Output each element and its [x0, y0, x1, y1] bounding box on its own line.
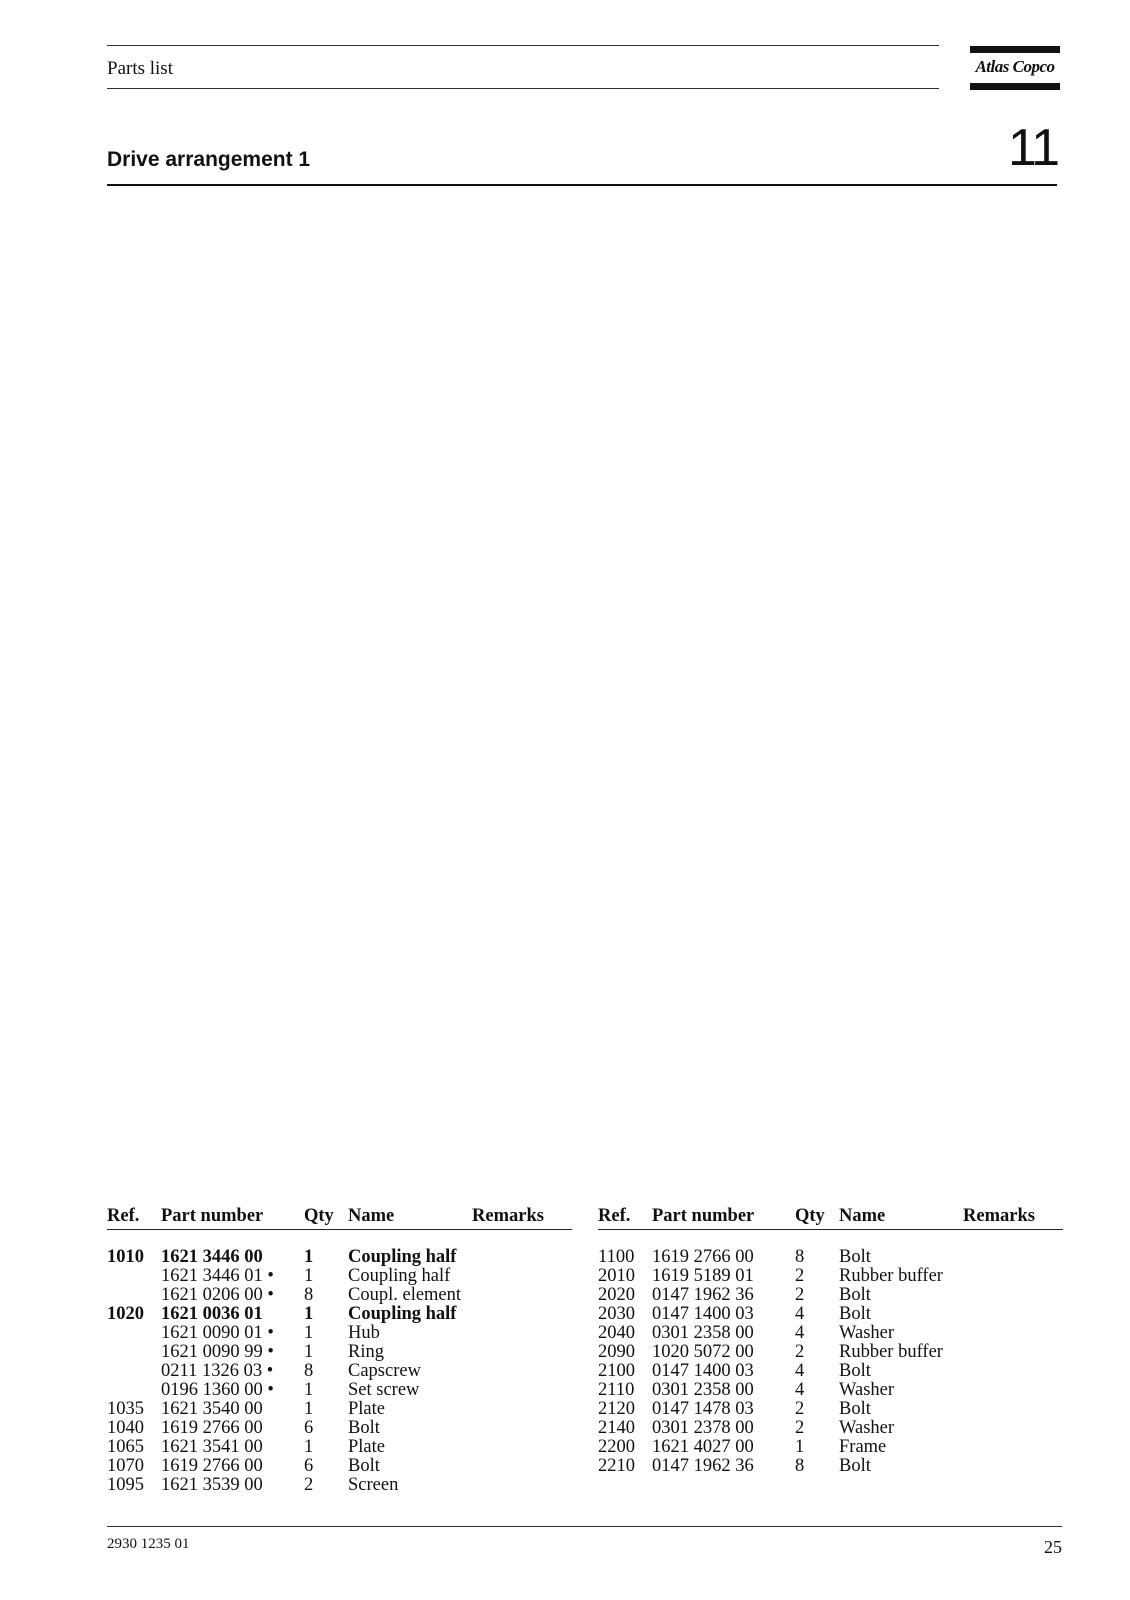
- cell-ref: 2100: [598, 1361, 635, 1381]
- cell-remarks: [963, 1267, 1063, 1286]
- cell-part: 1619 2766 00: [161, 1418, 263, 1438]
- cell-name: Washer: [839, 1380, 895, 1400]
- cell-part: 0147 1400 03: [652, 1361, 754, 1381]
- cell-ref: 2020: [598, 1285, 635, 1305]
- table-row: [107, 1438, 572, 1457]
- cell-ref: 1070: [107, 1456, 144, 1476]
- table-row: [107, 1457, 572, 1476]
- cell-ref: [107, 1267, 161, 1286]
- cell-qty: 6: [304, 1418, 314, 1438]
- table-row: [598, 1343, 1063, 1362]
- table-row: [107, 1305, 572, 1324]
- column-header-remarks: Remarks: [472, 1207, 572, 1230]
- cell-ref: 1035: [107, 1399, 144, 1419]
- chapter-number: 11: [1008, 119, 1058, 177]
- cell-name: Rubber buffer: [839, 1266, 943, 1286]
- cell-name: Plate: [348, 1437, 385, 1457]
- logo-text: Atlas Copco: [975, 57, 1055, 76]
- cell-qty: 1: [304, 1323, 314, 1343]
- cell-remarks: [472, 1343, 572, 1362]
- cell-qty: 2: [304, 1475, 314, 1495]
- cell-name: Bolt: [839, 1456, 871, 1476]
- table-row: [107, 1362, 572, 1381]
- table-row: [598, 1362, 1063, 1381]
- cell-remarks: [472, 1438, 572, 1457]
- table-row: [598, 1381, 1063, 1400]
- cell-part: 1621 0206 00 •: [161, 1285, 274, 1305]
- cell-remarks: [472, 1286, 572, 1305]
- section-label: Parts list: [107, 58, 173, 79]
- header-bottom-rule: [107, 88, 939, 89]
- cell-part: 1621 3446 01 •: [161, 1266, 274, 1286]
- column-header-ref: Ref.: [107, 1207, 161, 1230]
- cell-ref: 1010: [107, 1247, 144, 1267]
- column-header-name: Name: [348, 1207, 472, 1230]
- cell-qty: 8: [304, 1285, 314, 1305]
- cell-ref: 2200: [598, 1437, 635, 1457]
- cell-part: 0301 2378 00: [652, 1418, 754, 1438]
- cell-part: 1621 3446 00: [161, 1247, 263, 1267]
- cell-name: Rubber buffer: [839, 1342, 943, 1362]
- table-header-row: [107, 1207, 572, 1230]
- cell-part: 0211 1326 03 •: [161, 1361, 274, 1381]
- cell-part: 0147 1400 03: [652, 1304, 754, 1324]
- cell-part: 1621 0090 99 •: [161, 1342, 274, 1362]
- cell-remarks: [472, 1419, 572, 1438]
- cell-ref: 2030: [598, 1304, 635, 1324]
- cell-name: Washer: [839, 1418, 895, 1438]
- cell-remarks: [963, 1286, 1063, 1305]
- cell-part: 1621 3541 00: [161, 1437, 263, 1457]
- cell-remarks: [963, 1362, 1063, 1381]
- logo-bottom-bar: [970, 83, 1060, 90]
- cell-remarks: [963, 1457, 1063, 1476]
- table-row: [598, 1457, 1063, 1476]
- cell-ref: [107, 1324, 161, 1343]
- cell-qty: 2: [795, 1399, 805, 1419]
- cell-qty: 1: [304, 1247, 314, 1267]
- table-row: [598, 1305, 1063, 1324]
- cell-name: Hub: [348, 1323, 380, 1343]
- cell-ref: [107, 1362, 161, 1381]
- table-row: [598, 1267, 1063, 1286]
- cell-name: Plate: [348, 1399, 385, 1419]
- table-row: [107, 1476, 572, 1495]
- cell-qty: 6: [304, 1456, 314, 1476]
- cell-ref: [107, 1343, 161, 1362]
- cell-part: 1619 2766 00: [652, 1247, 754, 1267]
- cell-ref: 2210: [598, 1456, 635, 1476]
- cell-name: Frame: [839, 1437, 887, 1457]
- cell-remarks: [472, 1324, 572, 1343]
- cell-name: Bolt: [839, 1361, 871, 1381]
- table-row: [598, 1324, 1063, 1343]
- cell-ref: 2110: [598, 1380, 635, 1400]
- cell-ref: 2120: [598, 1399, 635, 1419]
- cell-name: Bolt: [348, 1456, 380, 1476]
- cell-qty: 4: [795, 1380, 805, 1400]
- cell-part: 0147 1962 36: [652, 1285, 754, 1305]
- cell-remarks: [472, 1267, 572, 1286]
- table-row: [598, 1400, 1063, 1419]
- document-number: 2930 1235 01: [107, 1536, 190, 1552]
- title-rule: [107, 184, 1057, 186]
- column-header-ref: Ref.: [598, 1207, 652, 1230]
- cell-name: Set screw: [348, 1380, 420, 1400]
- column-header-qty: Qty: [795, 1207, 839, 1230]
- parts-table-right: [598, 1207, 1063, 1476]
- cell-remarks: [472, 1248, 572, 1267]
- cell-part: 1621 4027 00: [652, 1437, 754, 1457]
- cell-ref: 2040: [598, 1323, 635, 1343]
- table-row: [598, 1248, 1063, 1267]
- cell-ref: 2140: [598, 1418, 635, 1438]
- table-row: [107, 1267, 572, 1286]
- cell-remarks: [963, 1419, 1063, 1438]
- column-header-part-number: Part number: [161, 1207, 304, 1230]
- table-row: [598, 1286, 1063, 1305]
- cell-ref: 1040: [107, 1418, 144, 1438]
- cell-remarks: [472, 1381, 572, 1400]
- cell-remarks: [472, 1457, 572, 1476]
- cell-part: 1621 3539 00: [161, 1475, 263, 1495]
- table-row: [107, 1286, 572, 1305]
- cell-qty: 8: [795, 1456, 805, 1476]
- cell-qty: 4: [795, 1361, 805, 1381]
- cell-qty: 1: [304, 1380, 314, 1400]
- cell-ref: 2090: [598, 1342, 635, 1362]
- footer-rule: [107, 1526, 1062, 1527]
- table-row: [107, 1248, 572, 1267]
- table-row: [107, 1381, 572, 1400]
- cell-part: 1621 0090 01 •: [161, 1323, 274, 1343]
- cell-remarks: [472, 1400, 572, 1419]
- table-row: [598, 1438, 1063, 1457]
- header-top-rule: [107, 45, 939, 46]
- cell-name: Bolt: [839, 1399, 871, 1419]
- cell-qty: 1: [795, 1437, 805, 1457]
- cell-name: Washer: [839, 1323, 895, 1343]
- cell-name: Bolt: [348, 1418, 380, 1438]
- cell-name: Bolt: [839, 1247, 871, 1267]
- cell-qty: 2: [795, 1418, 805, 1438]
- cell-name: Screen: [348, 1475, 399, 1495]
- table-header-row: [598, 1207, 1063, 1230]
- table-row: [107, 1324, 572, 1343]
- table-row: [107, 1343, 572, 1362]
- cell-qty: 1: [304, 1342, 314, 1362]
- spacer-row: [598, 1230, 1063, 1249]
- cell-qty: 1: [304, 1304, 314, 1324]
- cell-part: 0301 2358 00: [652, 1380, 754, 1400]
- cell-qty: 8: [795, 1247, 805, 1267]
- parts-table-left: [107, 1207, 572, 1495]
- cell-name: Coupling half: [348, 1266, 451, 1286]
- atlas-copco-logo: [970, 46, 1060, 90]
- cell-remarks: [963, 1305, 1063, 1324]
- cell-name: Coupling half: [348, 1304, 457, 1324]
- cell-remarks: [963, 1381, 1063, 1400]
- cell-qty: 4: [795, 1323, 805, 1343]
- spacer-row: [107, 1230, 572, 1249]
- cell-part: 1619 2766 00: [161, 1456, 263, 1476]
- cell-qty: 2: [795, 1285, 805, 1305]
- cell-name: Bolt: [839, 1285, 871, 1305]
- cell-remarks: [472, 1305, 572, 1324]
- cell-part: 0196 1360 00 •: [161, 1380, 274, 1400]
- cell-remarks: [472, 1476, 572, 1495]
- page-title: Drive arrangement 1: [107, 148, 311, 171]
- logo-top-bar: [970, 46, 1060, 53]
- cell-part: 0147 1962 36: [652, 1456, 754, 1476]
- column-header-part-number: Part number: [652, 1207, 795, 1230]
- cell-qty: 2: [795, 1266, 805, 1286]
- table-row: [598, 1419, 1063, 1438]
- cell-ref: 1095: [107, 1475, 144, 1495]
- table-row: [107, 1419, 572, 1438]
- cell-part: 1621 0036 01: [161, 1304, 263, 1324]
- cell-ref: 1065: [107, 1437, 144, 1457]
- cell-ref: 1020: [107, 1304, 144, 1324]
- cell-qty: 4: [795, 1304, 805, 1324]
- column-header-qty: Qty: [304, 1207, 348, 1230]
- column-header-remarks: Remarks: [963, 1207, 1063, 1230]
- cell-name: Coupling half: [348, 1247, 457, 1267]
- table-row: [107, 1400, 572, 1419]
- cell-remarks: [963, 1438, 1063, 1457]
- cell-remarks: [472, 1362, 572, 1381]
- cell-part: 0301 2358 00: [652, 1323, 754, 1343]
- cell-remarks: [963, 1324, 1063, 1343]
- cell-ref: 1100: [598, 1247, 635, 1267]
- cell-remarks: [963, 1248, 1063, 1267]
- cell-qty: 1: [304, 1399, 314, 1419]
- cell-ref: [107, 1286, 161, 1305]
- cell-part: 0147 1478 03: [652, 1399, 754, 1419]
- cell-qty: 1: [304, 1437, 314, 1457]
- cell-ref: [107, 1381, 161, 1400]
- cell-ref: 2010: [598, 1266, 635, 1286]
- page-number: 25: [1044, 1537, 1062, 1557]
- cell-qty: 8: [304, 1361, 314, 1381]
- cell-part: 1619 5189 01: [652, 1266, 754, 1286]
- cell-part: 1621 3540 00: [161, 1399, 263, 1419]
- cell-qty: 1: [304, 1266, 314, 1286]
- cell-qty: 2: [795, 1342, 805, 1362]
- cell-name: Bolt: [839, 1304, 871, 1324]
- cell-name: Ring: [348, 1342, 384, 1362]
- cell-remarks: [963, 1343, 1063, 1362]
- cell-part: 1020 5072 00: [652, 1342, 754, 1362]
- cell-remarks: [963, 1400, 1063, 1419]
- cell-name: Coupl. element: [348, 1285, 462, 1305]
- cell-name: Capscrew: [348, 1361, 421, 1381]
- column-header-name: Name: [839, 1207, 963, 1230]
